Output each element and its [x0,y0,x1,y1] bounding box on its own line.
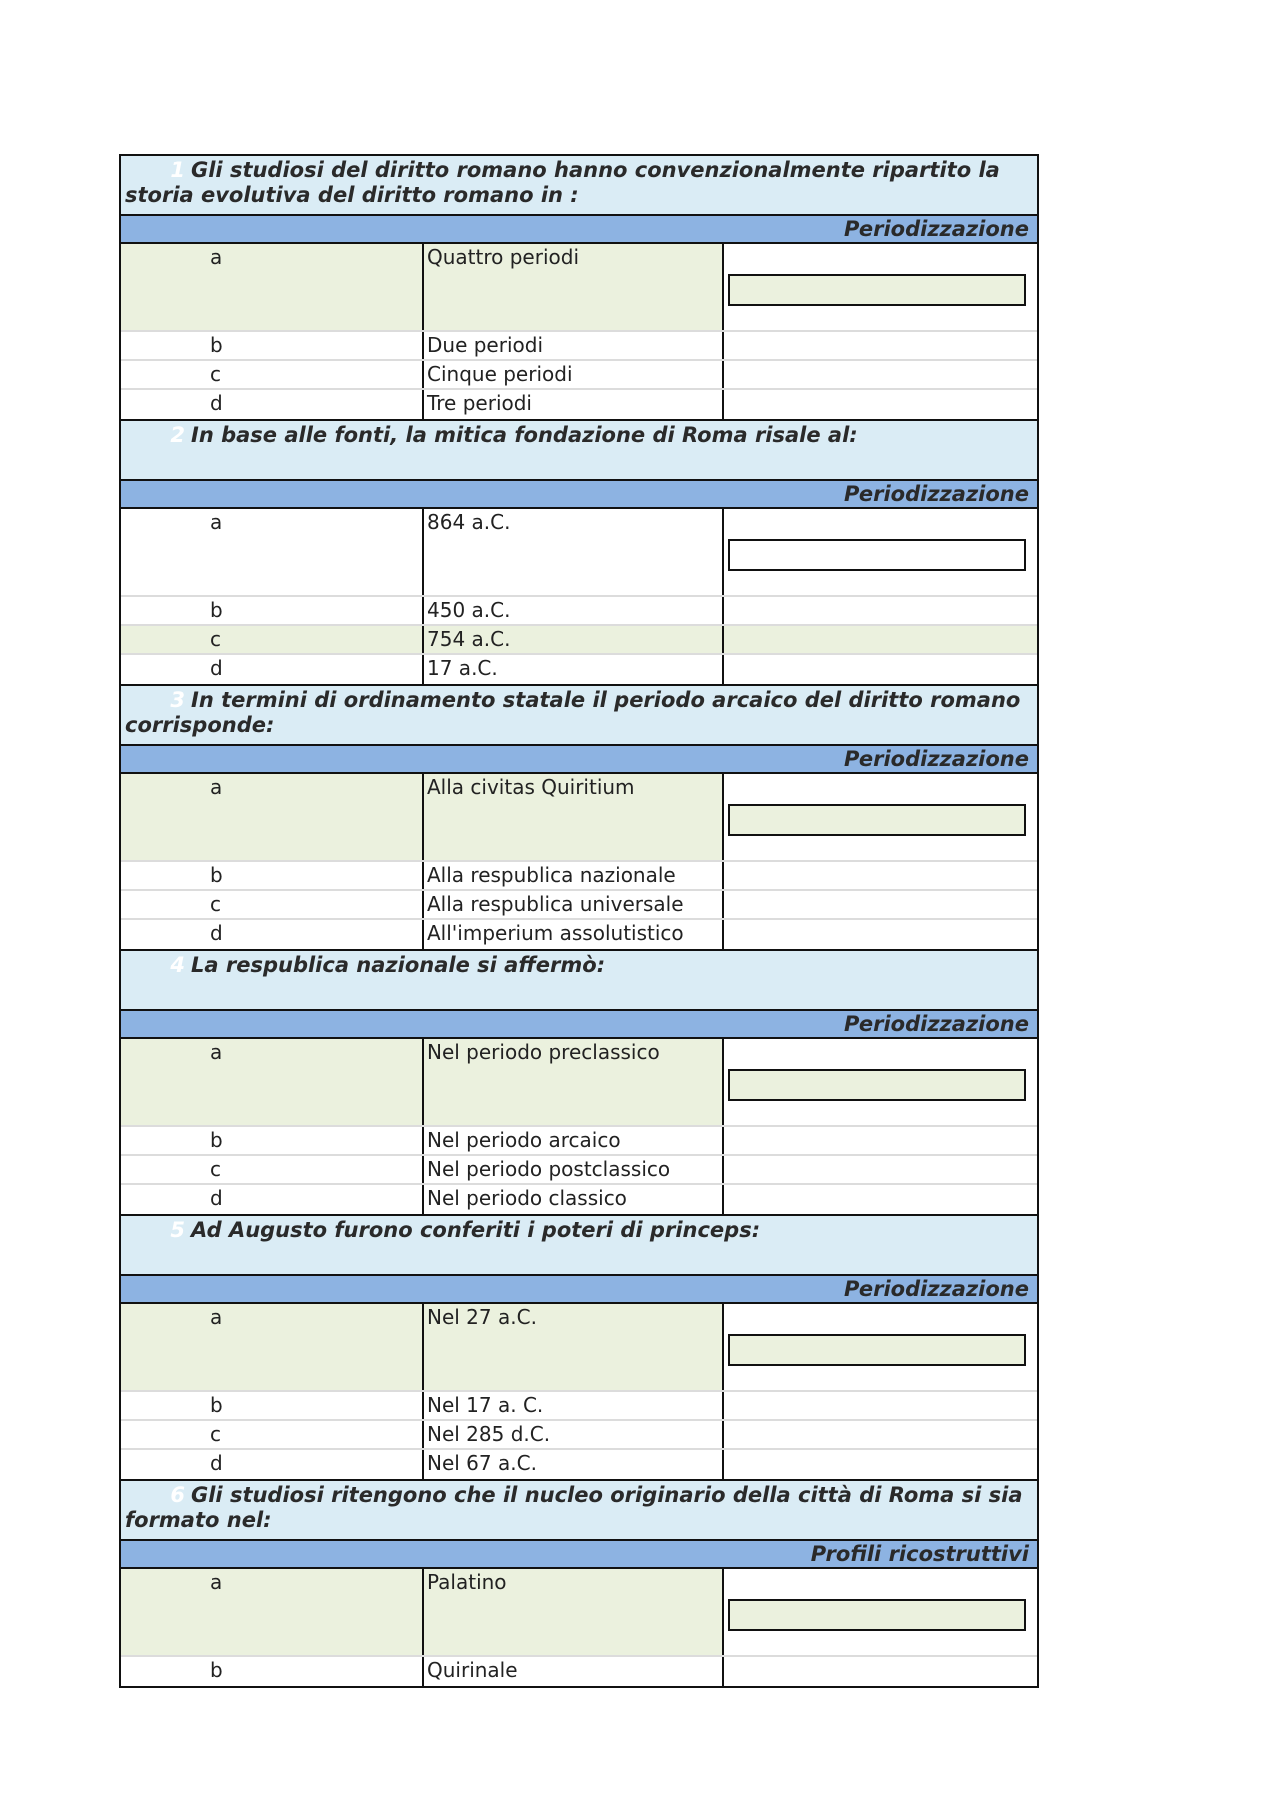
option-text: Quattro periodi [422,244,722,330]
option-text: Alla civitas Quiritium [422,774,722,860]
question-number: 4 [170,953,185,977]
option-text: Nel periodo preclassico [422,1039,722,1125]
answer-cell [722,1421,1037,1448]
answer-cell [722,1185,1037,1214]
section-header: Periodizzazione [121,744,1037,774]
option-row-b[interactable] [121,597,1037,626]
question-text: Gli studiosi del diritto romano hanno convenzionalmente ripartito la storia evolutiva del diritto romano in : [125,158,1000,207]
question-4 [121,949,1037,1009]
option-row-d[interactable] [121,920,1037,949]
option-letter: c [210,892,221,916]
option-letter: a [121,1304,422,1390]
answer-cell [722,626,1037,653]
answer-cell [722,1039,1037,1125]
option-row-a[interactable] [121,509,1037,597]
option-row-b[interactable] [121,1392,1037,1421]
question-5 [121,1214,1037,1274]
option-text: Due periodi [422,332,722,359]
option-text: Nel 17 a. C. [422,1392,722,1419]
option-letter: d [210,1451,223,1475]
option-text: Nel 67 a.C. [422,1450,722,1479]
question-6 [121,1479,1037,1539]
section-header: Profili ricostruttivi [121,1539,1037,1569]
answer-input[interactable] [728,804,1026,836]
option-row-b[interactable] [121,1657,1037,1686]
option-row-b[interactable] [121,332,1037,361]
answer-cell [722,1304,1037,1390]
option-letter: a [210,510,223,534]
answer-cell [722,774,1037,860]
answer-cell [722,361,1037,388]
option-letter: d [210,391,223,415]
option-text: 17 a.C. [422,655,722,684]
answer-input[interactable] [728,1334,1026,1366]
option-letter: b [210,1393,223,1417]
option-text: 864 a.C. [422,509,722,595]
question-text: La respublica nazionale si affermò: [191,953,606,977]
answer-cell [722,1127,1037,1154]
option-letter: b [210,598,223,622]
option-text: 450 a.C. [422,597,722,624]
question-1 [121,154,1037,214]
option-row-c[interactable] [121,1156,1037,1185]
option-row-a[interactable] [121,1304,1037,1392]
option-text: Nel periodo postclassico [422,1156,722,1183]
question-3 [121,684,1037,744]
option-letter: a [121,244,422,330]
option-text: All'imperium assolutistico [422,920,722,949]
answer-cell [722,1657,1037,1686]
option-letter: a [121,1569,422,1655]
option-letter: b [210,863,223,887]
question-number: 1 [170,158,185,182]
answer-cell [722,244,1037,330]
option-row-c[interactable] [121,891,1037,920]
answer-cell [722,1156,1037,1183]
option-letter: a [121,1039,422,1125]
option-text: Tre periodi [422,390,722,419]
question-number: 2 [170,423,185,447]
section-header: Periodizzazione [121,1274,1037,1304]
option-text: Nel periodo classico [422,1185,722,1214]
answer-cell [722,332,1037,359]
option-text: Alla respublica nazionale [422,862,722,889]
option-row-d[interactable] [121,1450,1037,1479]
answer-input[interactable] [728,274,1026,306]
option-letter: c [210,627,221,651]
option-letter: c [210,1157,221,1181]
option-row-d[interactable] [121,655,1037,684]
answer-cell [722,597,1037,624]
question-text: In base alle fonti, la mitica fondazione di Roma risale al: [191,423,858,447]
answer-cell [722,862,1037,889]
option-letter: b [210,333,223,357]
answer-cell [722,891,1037,918]
option-text: Nel 285 d.C. [422,1421,722,1448]
answer-cell [722,1392,1037,1419]
option-text: 754 a.C. [422,626,722,653]
answer-cell [722,655,1037,684]
option-row-b[interactable] [121,1127,1037,1156]
option-text: Cinque periodi [422,361,722,388]
answer-cell [722,509,1037,595]
question-text: In termini di ordinamento statale il periodo arcaico del diritto romano corrisponde: [125,688,1021,737]
option-row-d[interactable] [121,1185,1037,1214]
option-letter: d [210,1186,223,1210]
option-letter: c [210,1422,221,1446]
answer-cell [722,1450,1037,1479]
option-row-d[interactable] [121,390,1037,419]
option-letter: d [210,656,223,680]
option-letter: d [210,921,223,945]
option-row-a[interactable] [121,774,1037,862]
option-letter: b [210,1658,223,1682]
option-letter: c [210,362,221,386]
answer-cell [722,920,1037,949]
option-row-a[interactable] [121,244,1037,332]
option-text: Nel periodo arcaico [422,1127,722,1154]
section-header: Periodizzazione [121,1009,1037,1039]
option-row-a[interactable] [121,1569,1037,1657]
answer-input[interactable] [728,1069,1026,1101]
quiz-sheet [119,154,1039,1688]
option-letter: b [210,1128,223,1152]
section-header: Periodizzazione [121,214,1037,244]
answer-input[interactable] [728,1599,1026,1631]
question-2 [121,419,1037,479]
section-header: Periodizzazione [121,479,1037,509]
option-text: Palatino [422,1569,722,1655]
question-text: Gli studiosi ritengono che il nucleo originario della città di Roma si sia formato nel: [125,1483,1023,1532]
answer-cell [722,390,1037,419]
question-number: 6 [170,1483,185,1507]
option-row-b[interactable] [121,862,1037,891]
option-row-a[interactable] [121,1039,1037,1127]
option-row-c[interactable] [121,626,1037,655]
option-letter: a [121,774,422,860]
option-text: Alla respublica universale [422,891,722,918]
question-text: Ad Augusto furono conferiti i poteri di princeps: [191,1218,761,1242]
answer-cell [722,1569,1037,1655]
option-text: Quirinale [422,1657,722,1686]
option-row-c[interactable] [121,1421,1037,1450]
option-row-c[interactable] [121,361,1037,390]
question-number: 3 [170,688,185,712]
answer-input[interactable] [728,539,1026,571]
option-text: Nel 27 a.C. [422,1304,722,1390]
question-number: 5 [170,1218,185,1242]
